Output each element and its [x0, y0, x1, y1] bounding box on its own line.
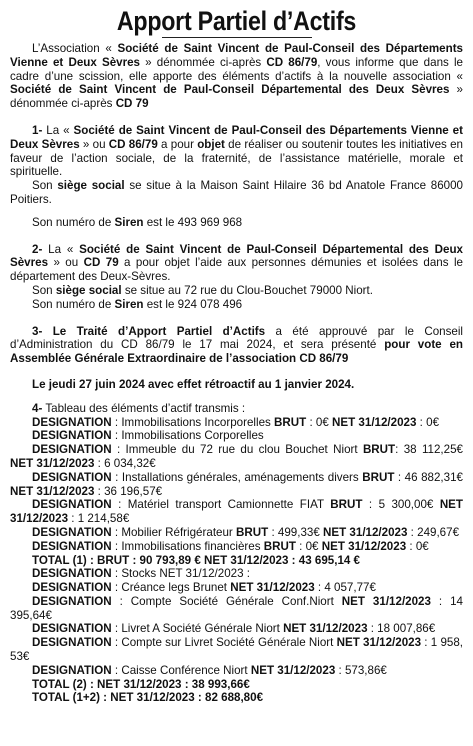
asset-line-text: : Matériel transport Camionnette FIAT — [111, 498, 331, 512]
intro-text-4: » dénommée ci-après — [10, 83, 463, 111]
asset-line-text: : 1 214,58€ — [68, 512, 130, 526]
s2-siren-bold: Siren — [114, 297, 144, 311]
s2-bold-2: Société de Saint Vincent de Paul-Conseil Départemental des Deux Sèvres — [10, 242, 463, 270]
asset-line-bold: DESIGNATION — [32, 429, 112, 443]
asset-line-bold: DESIGNATION — [32, 567, 112, 581]
asset-line-bold: BRUT — [263, 539, 296, 553]
asset-line-text: : Immobilisations Corporelles — [111, 429, 264, 443]
s2-siren-text-1: Son numéro de — [32, 297, 115, 311]
asset-line — [10, 581, 463, 595]
s1-siren-text-2: est le 493 969 968 — [143, 215, 243, 229]
asset-line-text: : Stocks NET 31/12/2023 : — [111, 567, 250, 581]
s1-text-1: La « — [42, 123, 74, 137]
asset-line-bold: NET 31/12/2023 — [336, 636, 422, 650]
intro-bold-2: CD 86/79 — [266, 55, 318, 69]
asset-line-bold: NET 31/12/2023 — [323, 525, 408, 539]
asset-line-text: : Immobilisations Incorporelles — [111, 415, 275, 429]
asset-line-bold: DESIGNATION — [32, 663, 112, 677]
s1-text-2: » ou — [79, 137, 109, 151]
asset-line-text: : 0€ — [416, 415, 440, 429]
asset-line-bold: BRUT — [274, 415, 307, 429]
s3-text-1: a été approuvé par le Conseil d’Administration du CD 86/79 le 17 mai 2024, et sera présenté — [10, 324, 463, 352]
asset-line — [10, 664, 463, 678]
asset-line-text: : 573,86€ — [335, 663, 387, 677]
asset-line-text: : Mobilier Réfrigérateur — [111, 525, 237, 539]
asset-line — [10, 567, 463, 581]
asset-line-bold: TOTAL (1) : BRUT : 90 793,89 € NET 31/12/2023 : 43 695,14 € — [32, 553, 361, 567]
s1-seat — [10, 179, 463, 207]
asset-line-text: : Livret A Société Générale Niort — [111, 622, 284, 636]
title-underline — [162, 37, 312, 38]
s2-text-2: » ou — [48, 256, 84, 270]
asset-line-text: : 38 112,25€ — [395, 443, 463, 457]
asset-line-bold: DESIGNATION — [32, 415, 112, 429]
s1-siren — [10, 216, 463, 230]
asset-line — [10, 636, 463, 664]
s4-heading-text: Tableau des éléments d’actif transmis : — [42, 401, 246, 415]
asset-line-bold: DESIGNATION — [32, 498, 112, 512]
s1-seat-bold: siège social — [57, 179, 125, 193]
intro-paragraph — [10, 42, 463, 111]
asset-line-text: : Caisse Conférence Niort — [111, 663, 251, 677]
asset-line-text: : 18 007,86€ — [367, 622, 436, 636]
s3-bold-2: pour vote en Assemblée Générale Extraordinaire de l’association CD 86/79 — [10, 338, 463, 366]
asset-line-text: : 14 395,64€ — [10, 594, 463, 622]
intro-bold-4: CD 79 — [115, 97, 149, 111]
intro-bold-1: Société de Saint Vincent de Paul-Conseil des Départements Vienne et Deux Sèvres — [10, 42, 464, 69]
asset-line-text: : 0€ — [295, 539, 322, 553]
s1-text-3: a pour — [157, 137, 198, 151]
s1-text-4: de réaliser ou soutenir toutes les initiatives en faveur de l’action sociale, de la fraternité, de l’assistance matérielle, morale et spirituelle. — [10, 137, 463, 179]
asset-line-bold: DESIGNATION — [32, 594, 112, 608]
asset-line — [10, 678, 463, 692]
asset-line-bold: NET 31/12/2023 — [10, 456, 95, 470]
asset-lines — [10, 416, 463, 706]
asset-line — [10, 595, 463, 623]
intro-text-1: L’Association « — [32, 42, 118, 55]
asset-line-text: : 6 034,32€ — [94, 456, 156, 470]
s2-siren — [10, 298, 463, 312]
s2-seat — [10, 284, 463, 298]
s3-bold-1: 3- Le Traité d’Apport Partiel d’Actifs — [32, 324, 266, 338]
asset-line-bold: BRUT — [236, 525, 269, 539]
s2-seat-text-2: se situe au 72 rue du Clou-Bouchet 79000 Niort. — [121, 283, 373, 297]
asset-line — [10, 540, 463, 554]
effective-date: Le jeudi 27 juin 2024 avec effet rétroactif au 1 janvier 2024. — [32, 377, 355, 391]
asset-line-text: : Installations générales, aménagements divers — [111, 470, 363, 484]
asset-line-bold: TOTAL (2) : NET 31/12/2023 : 38 993,66€ — [32, 677, 250, 691]
asset-line-bold: NET 31/12/2023 — [321, 539, 407, 553]
intro-text-2: » dénommée ci-après — [140, 55, 267, 69]
asset-line — [10, 471, 463, 499]
asset-line-bold: DESIGNATION — [32, 581, 112, 595]
s1-bold-3: CD 86/79 — [108, 137, 158, 151]
asset-line-text: : 36 196,57€ — [94, 484, 163, 498]
asset-line-bold: NET 31/12/2023 — [332, 415, 417, 429]
asset-line — [10, 443, 463, 471]
asset-line-text: : 499,33€ — [268, 525, 324, 539]
asset-line-bold: DESIGNATION — [32, 636, 112, 650]
asset-line-text: : Immobilisations financières — [111, 539, 264, 553]
s1-number: 1- — [32, 123, 43, 137]
asset-line-bold: DESIGNATION — [32, 470, 112, 484]
asset-line-bold: DESIGNATION — [32, 539, 112, 553]
asset-line-text: : Compte sur Livret Société Générale Niort — [111, 636, 337, 650]
asset-line — [10, 429, 463, 443]
intro-text-3: , vous informe que dans le cadre d’une scission, elle apporte des éléments d’actifs à la nouvelle association « — [10, 55, 464, 83]
s1-bold-4: objet — [197, 137, 225, 151]
asset-line — [10, 416, 463, 430]
section-3-paragraph — [10, 325, 463, 366]
asset-line — [10, 498, 463, 526]
asset-line-bold: DESIGNATION — [32, 525, 112, 539]
asset-line-text: : Créance legs Brunet — [111, 581, 231, 595]
asset-line — [10, 554, 463, 568]
s4-number: 4- — [32, 401, 43, 415]
asset-line-text: : 0€ — [406, 539, 429, 553]
asset-line-bold: TOTAL (1+2) : NET 31/12/2023 : 82 688,80€ — [32, 691, 264, 705]
asset-line — [10, 691, 463, 705]
s2-bold-3: CD 79 — [83, 256, 119, 270]
asset-line-bold: BRUT — [330, 498, 363, 512]
s1-siren-bold: Siren — [114, 215, 144, 229]
s4-heading — [10, 402, 463, 416]
asset-line-bold: NET 31/12/2023 — [10, 498, 463, 526]
asset-line — [10, 526, 463, 540]
asset-line-text: : 1 958, 53€ — [10, 636, 464, 664]
asset-line-bold: NET 31/12/2023 — [283, 622, 368, 636]
asset-line-text: : Immeuble du 72 rue du clou Bouchet Niort — [111, 443, 363, 457]
asset-line-text: : 5 300,00€ — [362, 498, 440, 512]
section-2-paragraph — [10, 243, 463, 284]
s2-text-3: a pour objet l’aide aux personnes démunies et isolées dans le département des Deux-Sèvres. — [10, 256, 463, 284]
asset-line-text: : 249,67€ — [407, 525, 460, 539]
asset-line-bold: BRUT — [362, 470, 395, 484]
s1-siren-text-1: Son numéro de — [32, 215, 115, 229]
s1-seat-text-1: Son — [32, 179, 58, 193]
asset-line-bold: NET 31/12/2023 — [230, 581, 315, 595]
asset-line-bold: NET 31/12/2023 — [10, 484, 95, 498]
s2-seat-bold: siège social — [55, 283, 122, 297]
page-title: Apport Partiel d’Actifs — [116, 6, 357, 36]
asset-line-text: : 46 882,31€ — [394, 470, 463, 484]
asset-line-bold: NET 31/12/2023 — [341, 594, 431, 608]
asset-line — [10, 622, 463, 636]
asset-line-bold: DESIGNATION — [32, 622, 112, 636]
s2-number: 2- — [32, 242, 43, 256]
assets-section — [10, 402, 463, 706]
asset-line-bold: NET 31/12/2023 — [250, 663, 336, 677]
asset-line-bold: DESIGNATION — [32, 443, 112, 457]
asset-line-bold: BRUT — [362, 443, 396, 457]
intro-bold-3: Société de Saint Vincent de Paul-Conseil Départemental des Deux Sèvres — [10, 83, 450, 97]
asset-line-text: : Compte Société Générale Conf.Niort — [111, 594, 342, 608]
asset-line-text: : 0€ — [306, 415, 333, 429]
s2-seat-text-1: Son — [32, 283, 56, 297]
section-1-paragraph — [10, 124, 463, 179]
asset-line-text: : 4 057,77€ — [314, 581, 376, 595]
s1-bold-2: Société de Saint Vincent de Paul-Conseil des Départements Vienne et Deux Sèvres — [10, 123, 463, 151]
s2-siren-text-2: est le 924 078 496 — [143, 297, 243, 311]
s1-seat-text-2: se situe à la Maison Saint Hilaire 36 bd Anatole France 86000 Poitiers. — [10, 179, 463, 206]
s2-text-1: La « — [42, 242, 80, 256]
